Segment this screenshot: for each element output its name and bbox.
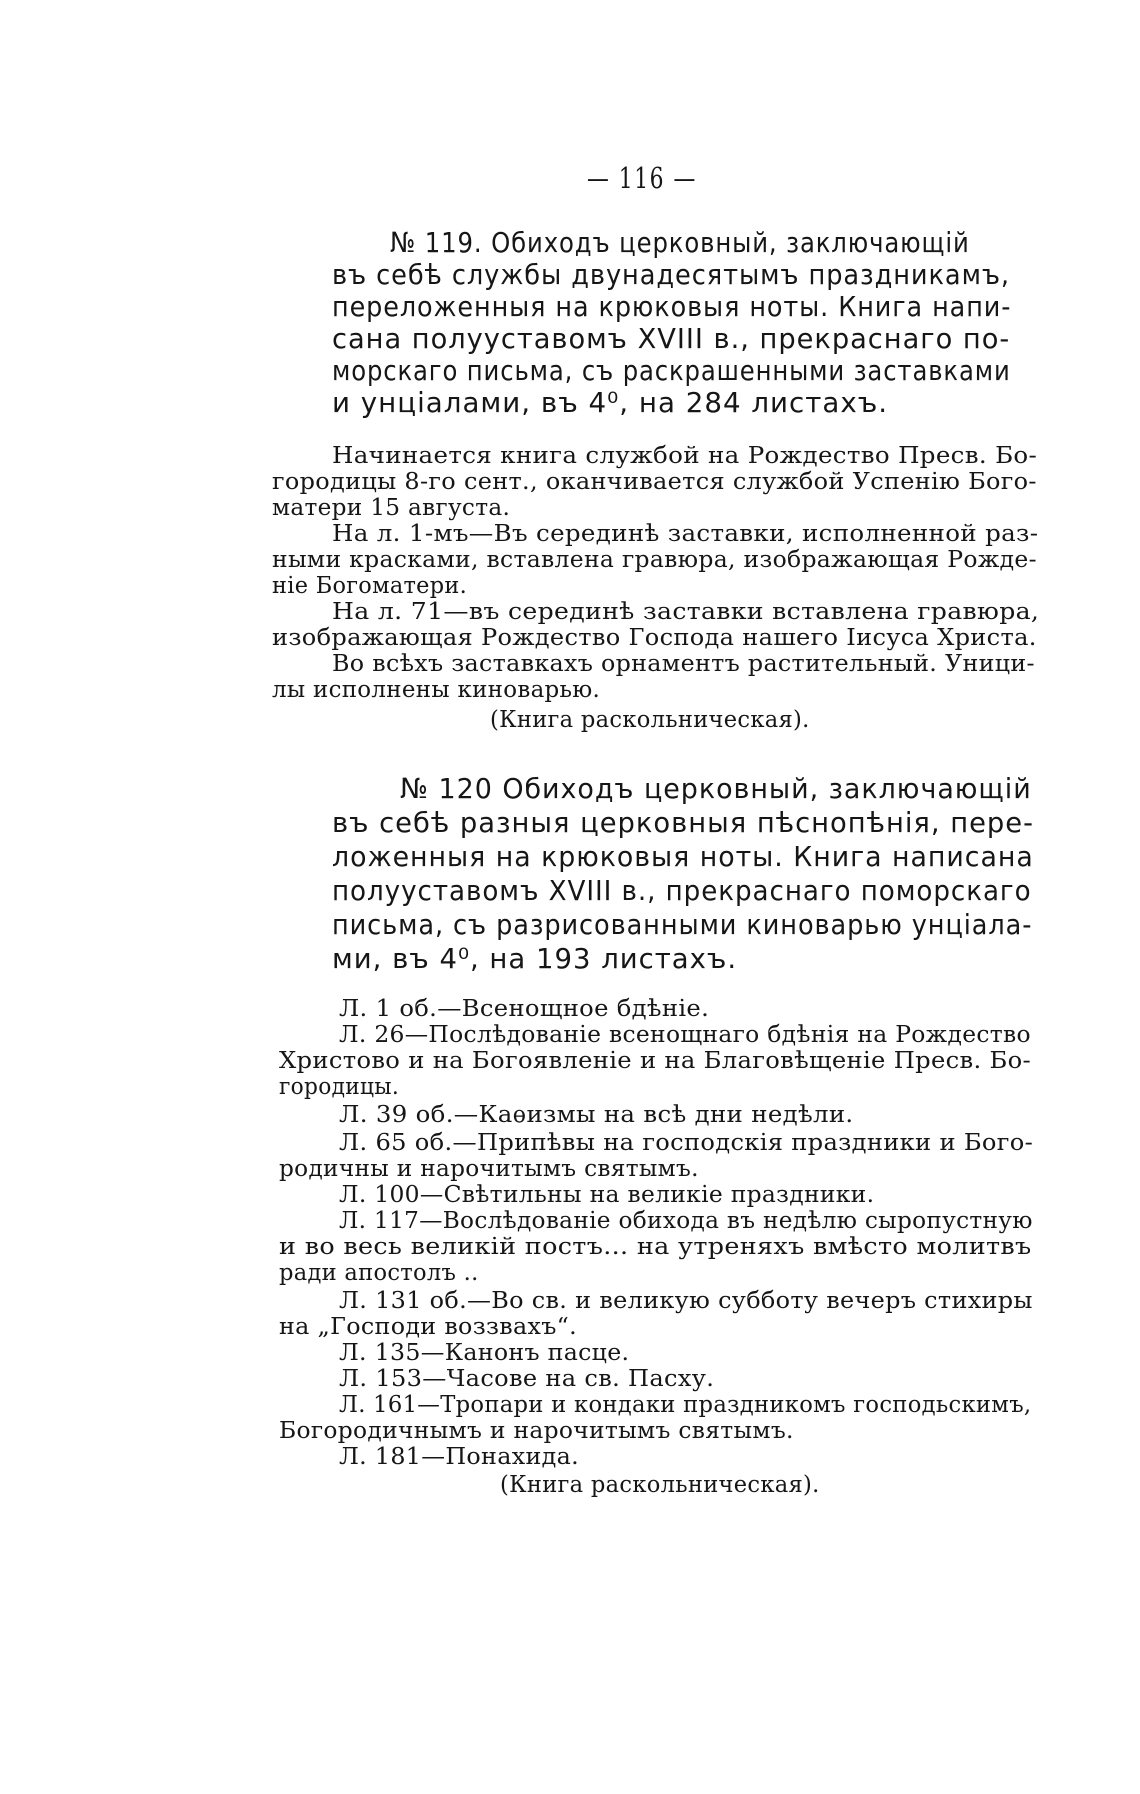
entry-120-body-line: Л. 65 об.—Припѣвы на господскія праздники и Бого- xyxy=(339,1130,1034,1156)
entry-119-body-line: Начинается книга службой на Рождество Пресв. Бо- xyxy=(332,443,1038,469)
entry-119-body-line: На л. 71—въ серединѣ заставки вставлена гравюра, xyxy=(332,599,1040,625)
entry-119-body-line: ніе Богоматери. xyxy=(272,573,468,599)
entry-120-body-line: Л. 135—Канонъ пасце. xyxy=(339,1340,630,1366)
entry-119-body-line: ными красками, вставлена гравюра, изображающая Рожде- xyxy=(272,547,1037,573)
entry-120-heading-line: ми, въ 4⁰, на 193 листахъ. xyxy=(332,942,738,975)
entry-119-body-line: городицы 8-го сент., оканчивается службой Успенію Бого- xyxy=(272,469,1037,495)
entry-119-heading-line: въ себѣ службы двунадесятымъ праздникамъ, xyxy=(332,258,1010,291)
entry-119-body-line: На л. 1-мъ—Въ серединѣ заставки, исполненной раз- xyxy=(332,521,1039,547)
entry-120-heading-line: № 120 Обиходъ церковный, заключающій xyxy=(400,772,1032,805)
entry-120-body-line: на „Господи воззвахъ“. xyxy=(279,1314,578,1340)
entry-119-heading-line: № 119. Обиходъ церковный, заключающій xyxy=(390,226,970,259)
entry-120-body-line: Христово и на Богоявленіе и на Благовѣщеніе Пресв. Бо- xyxy=(279,1048,1032,1074)
entry-120-body-line: Л. 117—Вослѣдованіе обихода въ недѣлю сыропустную xyxy=(339,1208,1033,1234)
entry-120-body-line: городицы. xyxy=(279,1074,400,1100)
entry-120-body-line: Л. 26—Послѣдованіе всенощнаго бдѣнія на Рождество xyxy=(339,1022,1031,1048)
entry-120-body-line: Л. 181—Понахида. xyxy=(339,1444,579,1470)
entry-119-body-line: лы исполнены киноварью. xyxy=(272,677,601,703)
entry-120-body-line: Л. 161—Тропари и кондаки праздникомъ господьскимъ, xyxy=(339,1392,1032,1418)
entry-119-heading-line: и унціалами, въ 4⁰, на 284 листахъ. xyxy=(332,386,889,419)
entry-120-body-line: ради апостолъ .. xyxy=(279,1260,479,1286)
entry-120-body-line: Л. 131 об.—Во св. и великую субботу вечеръ стихиры xyxy=(339,1288,1033,1314)
entry-119-heading-line: сана полууставомъ XVIII в., прекраснаго по- xyxy=(332,322,1011,355)
entry-120-body-line: Богородичнымъ и нарочитымъ святымъ. xyxy=(279,1418,794,1444)
entry-120-heading-line: въ себѣ разныя церковныя пѣснопѣнія, пере- xyxy=(332,806,1034,839)
entry-120-body-line: (Книга раскольническая). xyxy=(500,1472,820,1498)
entry-119-heading-line: морскаго письма, съ раскрашенными заставками xyxy=(332,354,1011,387)
entry-120-body-line: Л. 100—Свѣтильны на великіе праздники. xyxy=(339,1182,875,1208)
entry-119-body-line: матери 15 августа. xyxy=(272,495,511,521)
entry-120-body-line: Л. 153—Часове на св. Пасху. xyxy=(339,1366,715,1392)
entry-119-body-line: Во всѣхъ заставкахъ орнаментъ растительный. Уници- xyxy=(332,651,1035,677)
page-number: — 116 — xyxy=(587,161,697,195)
entry-120-body-line: родичны и нарочитымъ святымъ. xyxy=(279,1156,699,1182)
entry-120-body-line: Л. 39 об.—Каѳизмы на всѣ дни недѣли. xyxy=(339,1102,854,1128)
entry-120-heading-line: ложенныя на крюковыя ноты. Книга написана xyxy=(332,840,1034,873)
entry-119-body-line: изображающая Рождество Господа нашего Іисуса Христа. xyxy=(272,625,1037,651)
entry-120-body-line: Л. 1 об.—Всенощное бдѣніе. xyxy=(339,996,710,1022)
entry-119-heading-line: переложенныя на крюковыя ноты. Книга напи- xyxy=(332,290,1012,323)
entry-120-heading-line: полууставомъ XVIII в., прекраснаго поморскаго xyxy=(332,874,1032,907)
entry-119-body-line: (Книга раскольническая). xyxy=(490,707,810,733)
entry-120-body-line: и во весь великій постъ... на утреняхъ вмѣсто молитвъ xyxy=(279,1234,1032,1260)
entry-120-heading-line: письма, съ разрисованными киноварью унціала- xyxy=(332,908,1033,941)
